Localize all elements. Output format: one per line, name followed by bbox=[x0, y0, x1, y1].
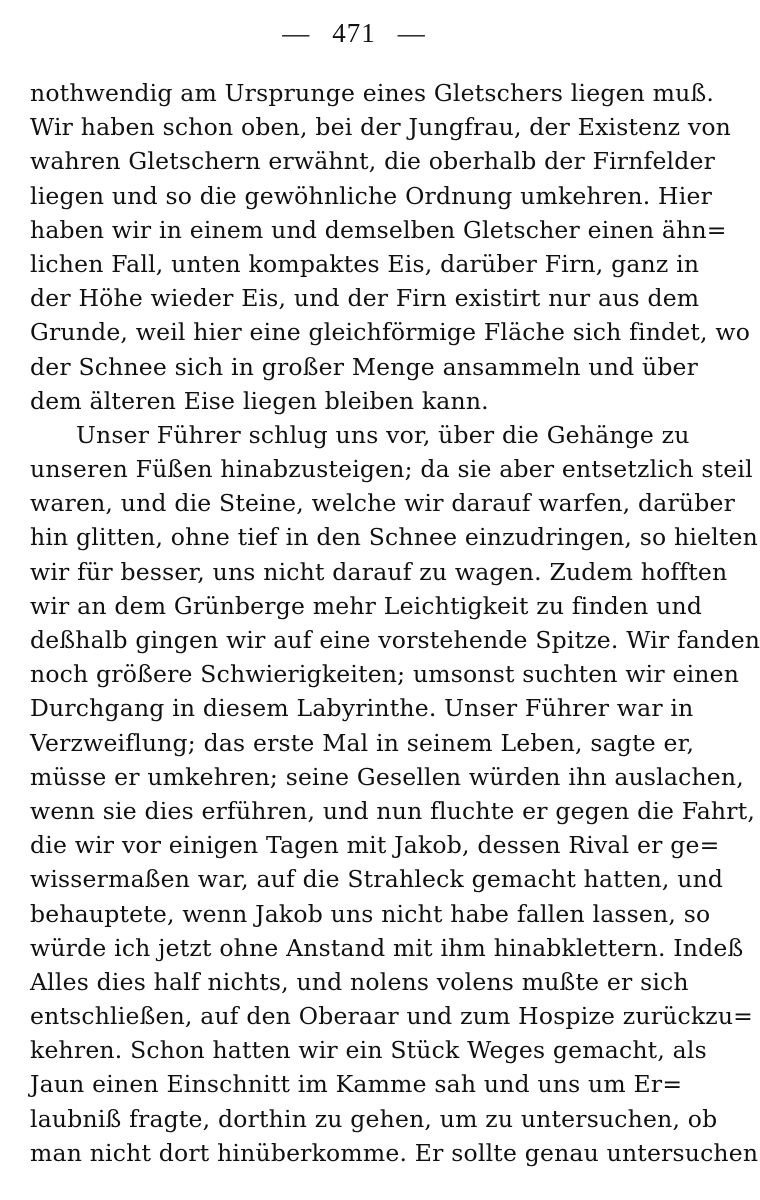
text-line: würde ich jetzt ohne Anstand mit ihm hinabklettern. Indeß bbox=[30, 933, 744, 962]
text-line: der Schnee sich in großer Menge ansammeln und über bbox=[30, 352, 699, 381]
text-line: laubniß fragte, dorthin zu gehen, um zu untersuchen, ob bbox=[30, 1104, 718, 1133]
text-line: wir an dem Grünberge mehr Leichtigkeit zu finden und bbox=[30, 591, 703, 620]
text-line: Wir haben schon oben, bei der Jungfrau, der Existenz von bbox=[30, 113, 732, 142]
text-line: Durchgang in diesem Labyrinthe. Unser Führer war in bbox=[30, 694, 694, 723]
text-line: müsse er umkehren; seine Gesellen würden ihn auslachen, bbox=[30, 762, 744, 791]
text-line: Alles dies half nichts, und nolens volens mußte er sich bbox=[30, 967, 689, 996]
text-line: hin glitten, ohne tief in den Schnee einzudringen, so hielten bbox=[30, 523, 758, 552]
text-line: wir für besser, uns nicht darauf zu wagen. Zudem hofften bbox=[30, 557, 728, 586]
page-header bbox=[0, 18, 708, 49]
text-line: lichen Fall, unten kompaktes Eis, darüber Firn, ganz in bbox=[30, 249, 700, 278]
paragraph-end-line: dem älteren Eise liegen bleiben kann. bbox=[30, 386, 489, 415]
text-line: man nicht dort hinüberkomme. Er sollte genau untersuchen bbox=[30, 1138, 759, 1167]
text-line: kehren. Schon hatten wir ein Stück Weges gemacht, als bbox=[30, 1036, 707, 1065]
text-line: nothwendig am Ursprunge eines Gletschers liegen muß. bbox=[30, 79, 715, 107]
text-line: waren, und die Steine, welche wir darauf warfen, darüber bbox=[30, 489, 736, 518]
text-line: Jaun einen Einschnitt im Kamme sah und uns um Er= bbox=[30, 1070, 683, 1099]
header-dash-left: — bbox=[282, 18, 311, 48]
text-line: der Höhe wieder Eis, und der Firn existirt nur aus dem bbox=[30, 284, 700, 313]
text-line: haben wir in einem und demselben Gletscher einen ähn= bbox=[30, 215, 727, 244]
text-line: Verzweiflung; das erste Mal in seinem Leben, sagte er, bbox=[30, 728, 695, 757]
text-line: die wir vor einigen Tagen mit Jakob, dessen Rival er ge= bbox=[30, 831, 720, 860]
text-line: liegen und so die gewöhnliche Ordnung umkehren. Hier bbox=[30, 181, 713, 210]
text-line: Grunde, weil hier eine gleichförmige Fläche sich findet, wo bbox=[30, 318, 751, 347]
header-dash-right: — bbox=[397, 18, 426, 48]
text-line: behauptete, wenn Jakob uns nicht habe fallen lassen, so bbox=[30, 899, 711, 928]
text-line: noch größere Schwierigkeiten; umsonst suchten wir einen bbox=[30, 660, 740, 689]
text-line: wissermaßen war, auf die Strahleck gemacht hatten, und bbox=[30, 865, 724, 894]
text-line: deßhalb gingen wir auf eine vorstehende Spitze. Wir fanden bbox=[30, 626, 760, 654]
text-line: unseren Füßen hinabzusteigen; da sie aber entsetzlich steil bbox=[30, 455, 753, 484]
text-line: wenn sie dies erführen, und nun fluchte er gegen die Fahrt, bbox=[30, 796, 756, 825]
paragraph-start-line: Unser Führer schlug uns vor, über die Gehänge zu bbox=[76, 420, 690, 449]
body-text bbox=[30, 76, 760, 1170]
text-line: entschließen, auf den Oberaar und zum Hospize zurückzu= bbox=[30, 1002, 754, 1031]
text-line: wahren Gletschern erwähnt, die oberhalb der Firnfelder bbox=[30, 147, 716, 176]
page-number: 471 bbox=[332, 18, 376, 48]
